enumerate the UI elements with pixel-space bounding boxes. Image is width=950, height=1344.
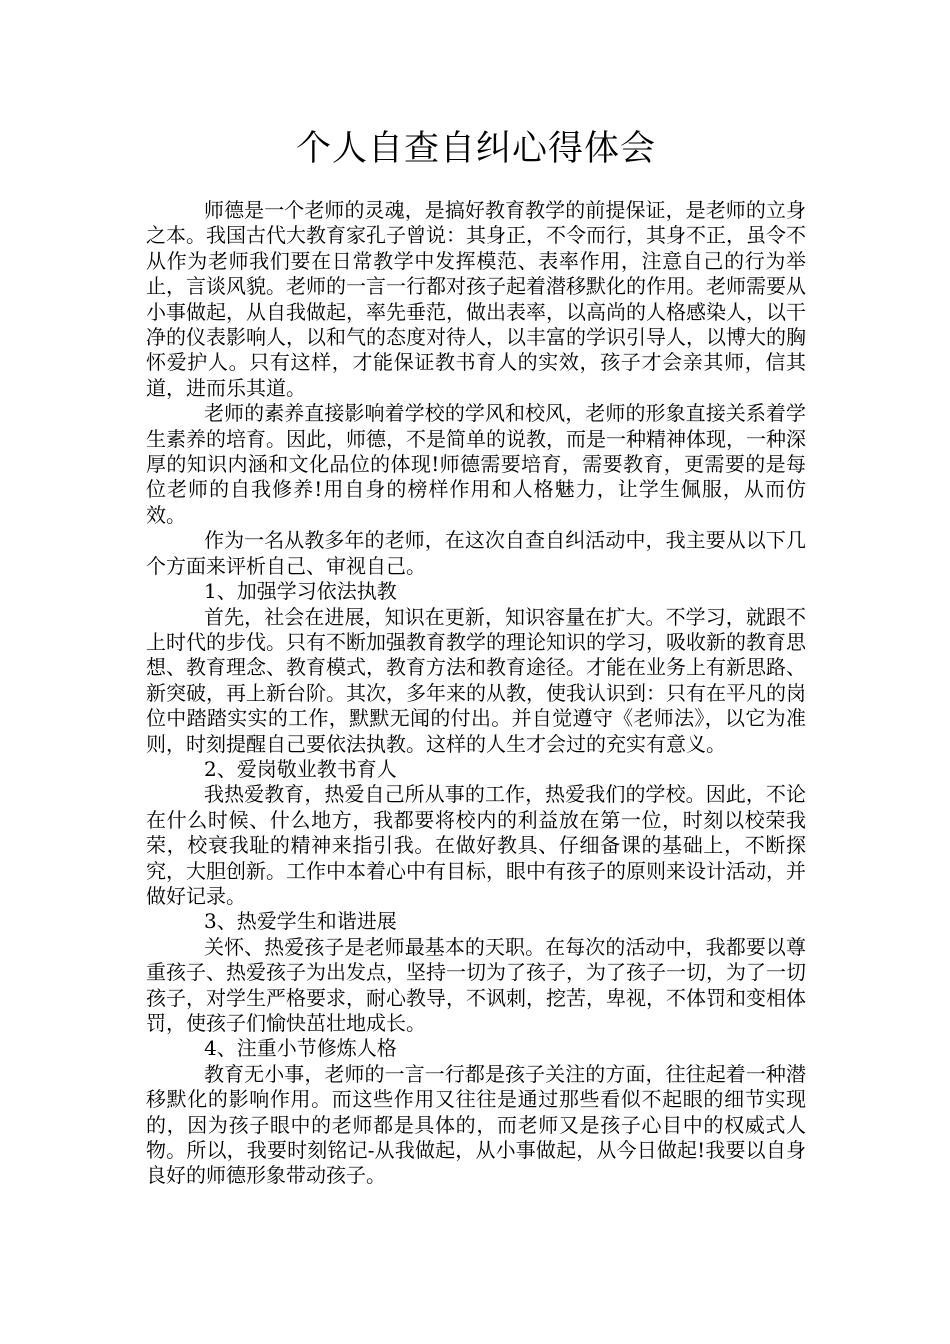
- paragraph-intro: 师德是一个老师的灵魂，是搞好教育教学的前提保证，是老师的立身之本。我国古代大教育家孔子曾说：其身正，不令而行，其身不正，虽令不从作为老师我们要在日常教学中发挥模范、表率作用，注意自己的行为举止，言谈风貌。老师的一言一行都对孩子起着潜移默化的作用。老师需要从小事做起，从自我做起，率先垂范，做出表率，以高尚的人格感染人，以干净的仪表影响人，以和气的态度对待人，以丰富的学识引导人，以博大的胸怀爱护人。只有这样，才能保证教书育人的实效，孩子才会亲其师，信其道，进而乐其道。: [146, 198, 806, 400]
- section-heading-3: 3、热爱学生和谐进展: [204, 909, 397, 934]
- document-body: [146, 198, 806, 1189]
- section-heading-1: 1、加强学习依法执教: [204, 579, 397, 604]
- paragraph-section-3: 关怀、热爱孩子是老师最基本的天职。在每次的活动中，我都要以尊重孩子、热爱孩子为出发点，坚持一切为了孩子，为了孩子一切，为了一切孩子，对学生严格要求，耐心教导，不讽刺，挖苦，卑视，不体罚和变相体罚，使孩子们愉快茁壮地成长。: [146, 934, 806, 1035]
- section-heading-2: 2、爱岗敬业教书育人: [204, 756, 397, 781]
- paragraph-section-1: 首先，社会在进展，知识在更新，知识容量在扩大。不学习，就跟不上时代的步伐。只有不断加强教育教学的理论知识的学习，吸收新的教育思想、教育理念、教育模式，教育方法和教育途径。才能在业务上有新思路、新突破，再上新台阶。其次，多年来的从教，使我认识到：只有在平凡的岗位中踏踏实实的工作，默默无闻的付出。并自觉遵守《老师法》，以它为准则，时刻提醒自己要依法执教。这样的人生才会过的充实有意义。: [146, 604, 806, 756]
- paragraph-section-2: 我热爱教育，热爱自己所从事的工作，热爱我们的学校。因此，不论在什么时候、什么地方，我都要将校内的利益放在第一位，时刻以校荣我荣，校衰我耻的精神来指引我。在做好教具、仔细备课的基础上，不断探究，大胆创新。工作中本着心中有目标，眼中有孩子的原则来设计活动，并做好记录。: [146, 782, 806, 908]
- document-page: [146, 0, 806, 1344]
- paragraph-teacher-quality: 老师的素养直接影响着学校的学风和校风，老师的形象直接关系着学生素养的培育。因此，师德，不是简单的说教，而是一种精神体现，一种深厚的知识内涵和文化品位的体现!师德需要培育，需要教育，更需要的是每位老师的自我修养!用自身的榜样作用和人格魅力，让学生佩服，从而仿效。: [146, 401, 806, 527]
- paragraph-section-4: 教育无小事，老师的一言一行都是孩子关注的方面，往往起着一种潜移默化的影响作用。而这些作用又往往是通过那些看似不起眼的细节实现的，因为孩子眼中的老师都是具体的，而老师又是孩子心目中的权威式人物。所以，我要时刻铭记-从我做起，从小事做起，从今日做起!我要以自身良好的师德形象带动孩子。: [146, 1061, 806, 1188]
- paragraph-self-review: 作为一名从教多年的老师，在这次自查自纠活动中，我主要从以下几个方面来评析自己、审视自己。: [146, 528, 806, 578]
- document-title: 个人自查自纠心得体会: [295, 129, 656, 169]
- section-heading-4: 4、注重小节修炼人格: [204, 1036, 397, 1061]
